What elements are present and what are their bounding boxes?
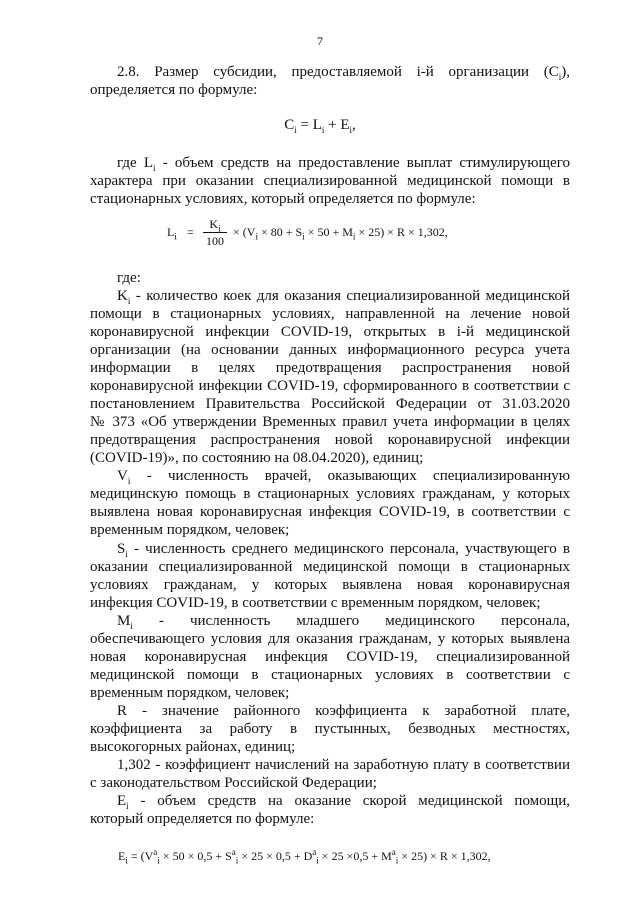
m-def-line4: медицинской помощи в стационарных условиях в соответствии с	[90, 667, 570, 683]
fraction-denominator: 100	[206, 234, 224, 248]
k-def-line9: предотвращения распространения новой коронавирусной инфекции	[90, 432, 570, 448]
k-def-line2: помощи в стационарных условиях, направленной на лечение новой	[90, 306, 570, 322]
k-def-line1: $K_i$ - количество коек для оказания специализированной медицинской	[117, 288, 570, 306]
page-number: 7	[317, 34, 323, 48]
paragraph-2-8-line1: 2.8. Размер субсидии, предоставляемой i-й организации $(C_i)$,	[117, 64, 570, 82]
k-def-line4: организации (на основании данных информационного ресурса учета	[90, 342, 570, 358]
paragraph-2-8-line2: определяется по формуле:	[90, 82, 258, 98]
r-def-line2: коэффициента за работу в пустынных, безводных местностях,	[90, 721, 570, 737]
coef-1302-line2: с законодательством Российской Федерации;	[90, 775, 377, 791]
v-def-line3: выявлена новая коронавирусная инфекция COVID-19, в соответствии с	[90, 504, 570, 520]
e-def-line1: $E_i$ - объем средств на оказание скорой медицинской помощи,	[117, 793, 570, 811]
formula-l-body: × $(V_i \times 80 + S_i \times 50 + M_i \times 25) \times R \times 1,302$,	[233, 225, 448, 242]
s-def-line2: оказании специализированной медицинской помощи в стационарных	[90, 559, 570, 575]
m-def-line2: обеспечивающего условия для оказания гражданам, у которых выявлена	[90, 631, 570, 647]
formula-e: $E_i = (V^a_i \times 50 \times 0,5 + S^a_i \times 25 \times 0,5 + D^a_i \times 25 \times 0,5 + M^a_i \times 25) \times R \times 1,302$,	[118, 847, 491, 866]
s-def-line3: условиях гражданам, у которых выявлена новая коронавирусная	[90, 577, 570, 593]
v-def-line4: временным порядком, человек;	[90, 522, 290, 538]
where-label: где:	[117, 270, 141, 286]
k-def-line10: (COVID-19)», по состоянию на 08.04.2020), единиц;	[90, 450, 424, 466]
coef-1302-line1: 1,302 - коэффициент начислений на заработную плату в соответствии	[117, 757, 570, 773]
formula-c: $C_i = L_i + E_i$,	[284, 117, 356, 135]
k-def-line7: постановлением Правительства Российской Федерации от 31.03.2020	[90, 396, 570, 412]
e-def-line2: который определяется по формуле:	[90, 811, 315, 827]
k-def-line3: коронавирусной инфекции COVID-19, открытых в i-й медицинской	[90, 324, 570, 340]
k-def-line8: № 373 «Об утверждении Временных правил учета информации в целях	[90, 414, 570, 430]
fraction-bar	[203, 232, 227, 233]
v-def-line1: $V_i$ - численность врачей, оказывающих специализированную	[117, 468, 570, 486]
paragraph-l-line2: характера при оказании специализированной медицинской помощи в	[90, 173, 570, 189]
r-def-line1: R - значение районного коэффициента к заработной плате,	[117, 703, 570, 719]
s-def-line4: инфекция COVID-19, в соответствии с временным порядком, человек;	[90, 595, 541, 611]
k-def-line6: коронавирусной инфекции COVID-19, сформированного в соответствии с	[90, 378, 570, 394]
formula-l-lhs: $L_i$	[167, 225, 177, 242]
fraction-numerator: $K_i$	[209, 217, 221, 234]
k-def-line5: информации в целях предотвращения распространения новой	[90, 360, 570, 376]
paragraph-l-line3: стационарных условиях, который определяется по формуле:	[90, 191, 476, 207]
r-def-line3: высокогорных районах, единиц;	[90, 739, 296, 755]
formula-l-eq: =	[187, 225, 194, 239]
formula-l	[167, 217, 547, 253]
m-def-line5: временным порядком, человек;	[90, 685, 290, 701]
formula-l-fraction	[203, 217, 227, 248]
m-def-line3: новая коронавирусная инфекция COVID-19, специализированной	[90, 649, 570, 665]
m-def-line1: $M_i$ - численность младшего медицинского персонала,	[117, 613, 570, 631]
v-def-line2: медицинскую помощь в стационарных условиях гражданам, у которых	[90, 486, 570, 502]
paragraph-l-line1: где $L_i$ - объем средств на предоставление выплат стимулирующего	[117, 155, 570, 173]
s-def-line1: $S_i$ - численность среднего медицинского персонала, участвующего в	[117, 541, 570, 559]
